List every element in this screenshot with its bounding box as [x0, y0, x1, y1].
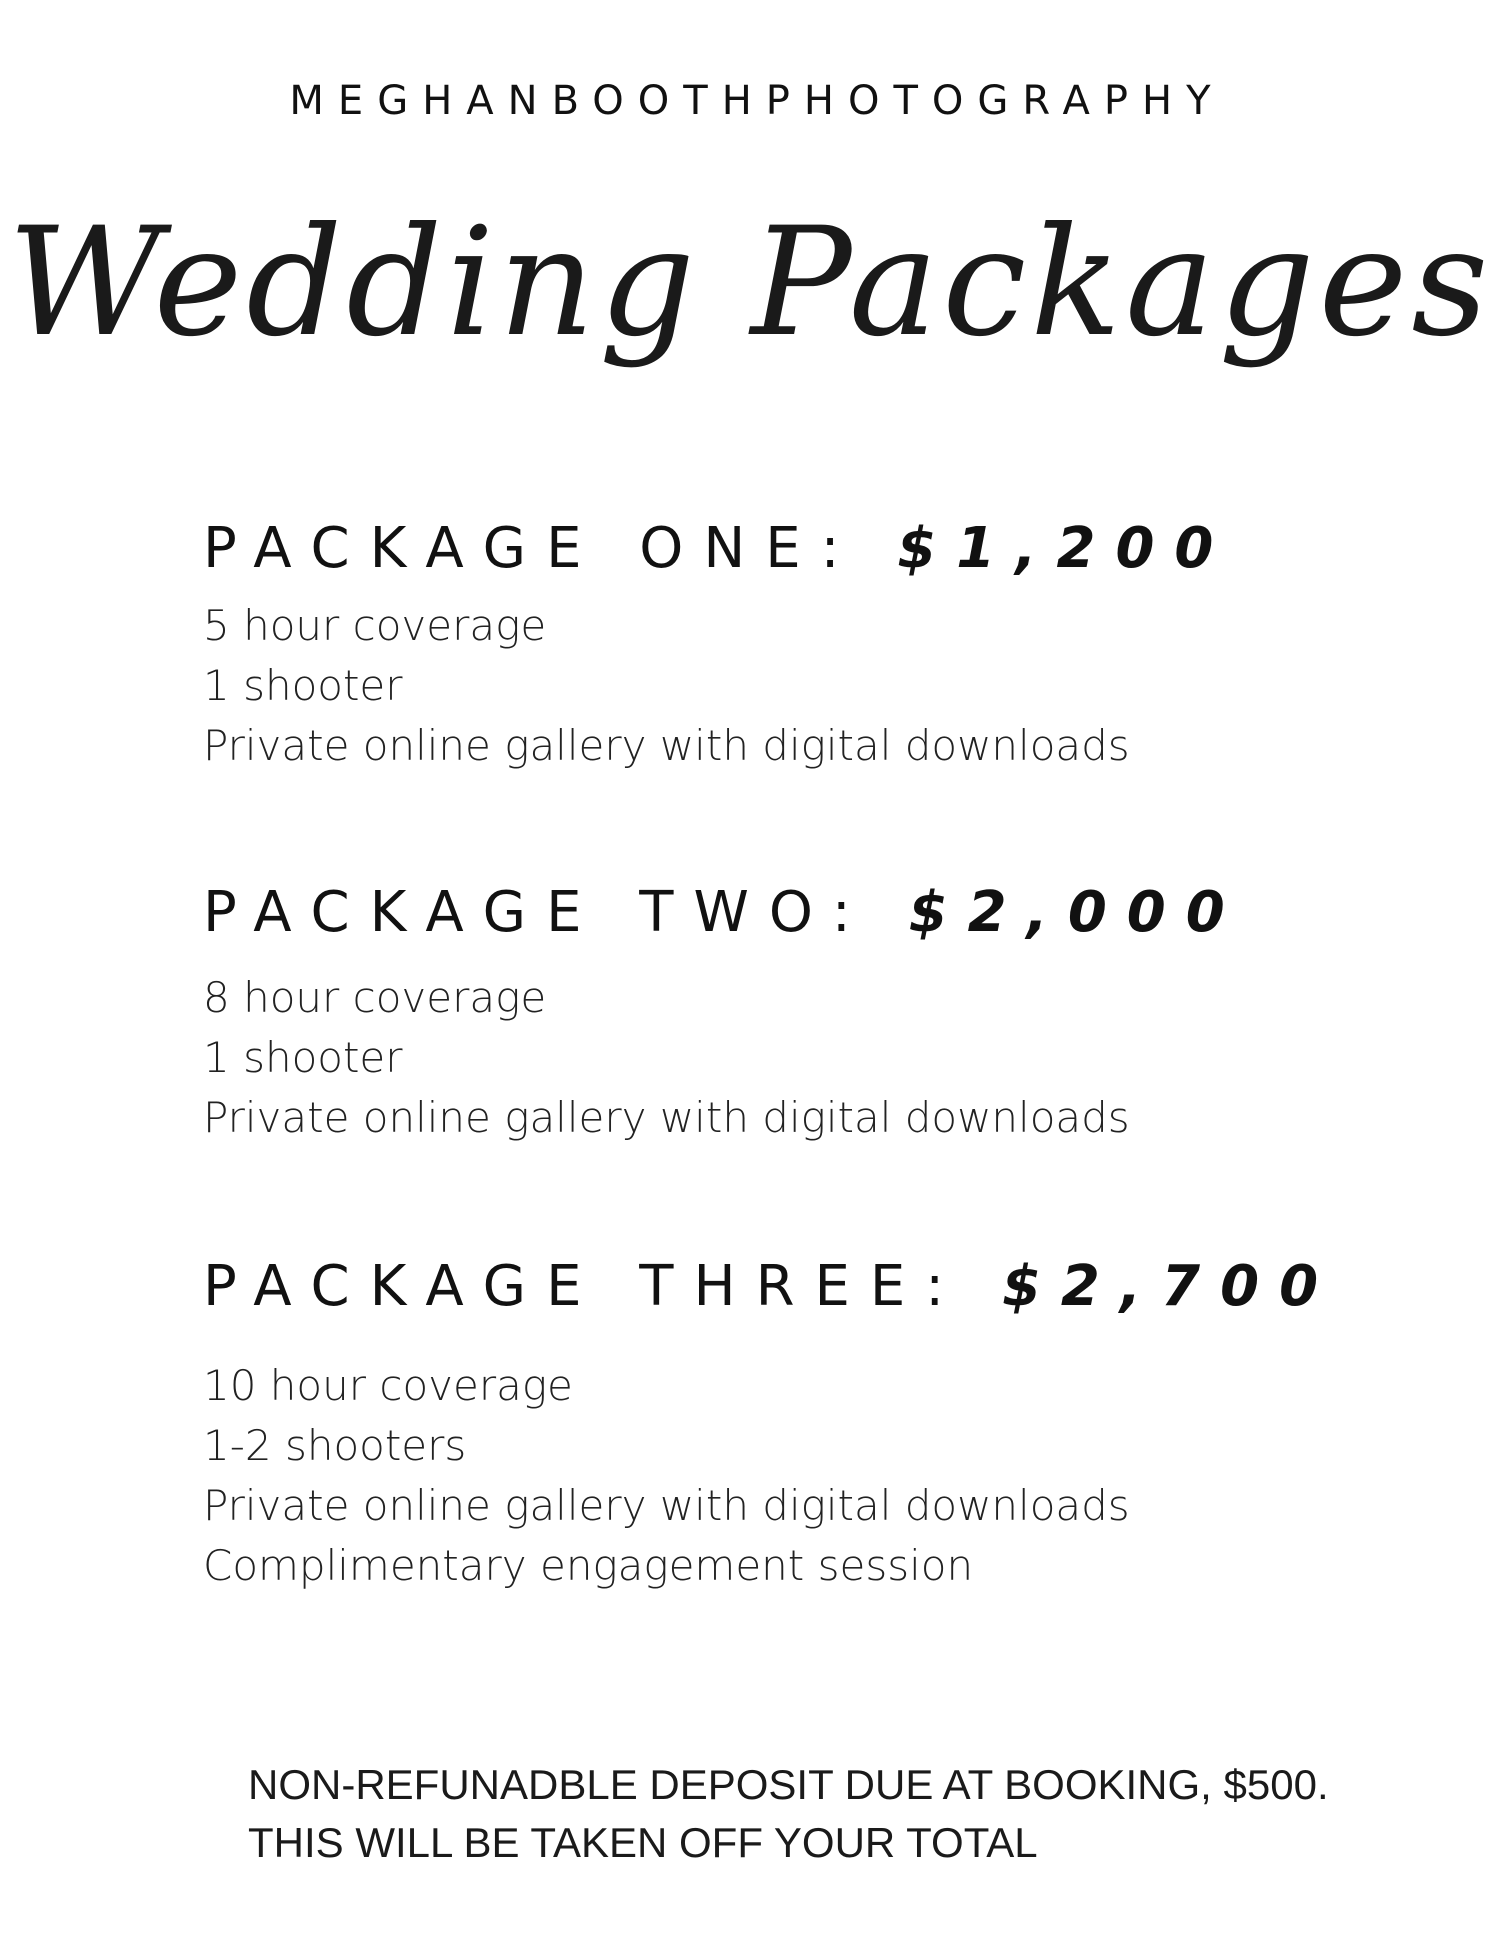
- list-item: Complimentary engagement session: [203, 1541, 974, 1590]
- list-item: Private online gallery with digital downloads: [203, 721, 1130, 770]
- package-one-heading: [203, 514, 1233, 584]
- package-three-features: [203, 1356, 1130, 1596]
- list-item: 1-2 shooters: [203, 1421, 467, 1470]
- package-three-price: $2,700: [1001, 1254, 1339, 1319]
- list-item: Private online gallery with digital downloads: [203, 1093, 1130, 1142]
- package-one-price: $1,200: [897, 516, 1234, 581]
- deposit-note-line-1: NON-REFUNADBLE DEPOSIT DUE AT BOOKING, $500.: [248, 1761, 1329, 1808]
- package-one-name: PACKAGE ONE:: [203, 516, 860, 581]
- package-one-features: [203, 596, 1130, 776]
- package-two-price: $2,000: [908, 880, 1245, 945]
- list-item: 5 hour coverage: [203, 601, 547, 650]
- deposit-note-line-2: THIS WILL BE TAKEN OFF YOUR TOTAL: [248, 1819, 1038, 1866]
- package-two-features: [203, 968, 1130, 1148]
- deposit-note: [248, 1756, 1329, 1872]
- list-item: 1 shooter: [203, 1033, 403, 1082]
- package-two-heading: [203, 878, 1245, 948]
- brand-name: MEGHANBOOTHPHOTOGRAPHY: [289, 78, 1225, 124]
- list-item: Private online gallery with digital downloads: [203, 1481, 1130, 1530]
- list-item: 10 hour coverage: [203, 1361, 573, 1410]
- package-two-name: PACKAGE TWO:: [203, 880, 871, 945]
- package-three-heading: [203, 1252, 1338, 1322]
- page-title: Wedding Packages: [7, 196, 1493, 370]
- list-item: 8 hour coverage: [203, 973, 547, 1022]
- list-item: 1 shooter: [203, 661, 403, 710]
- package-three-name: PACKAGE THREE:: [203, 1254, 965, 1319]
